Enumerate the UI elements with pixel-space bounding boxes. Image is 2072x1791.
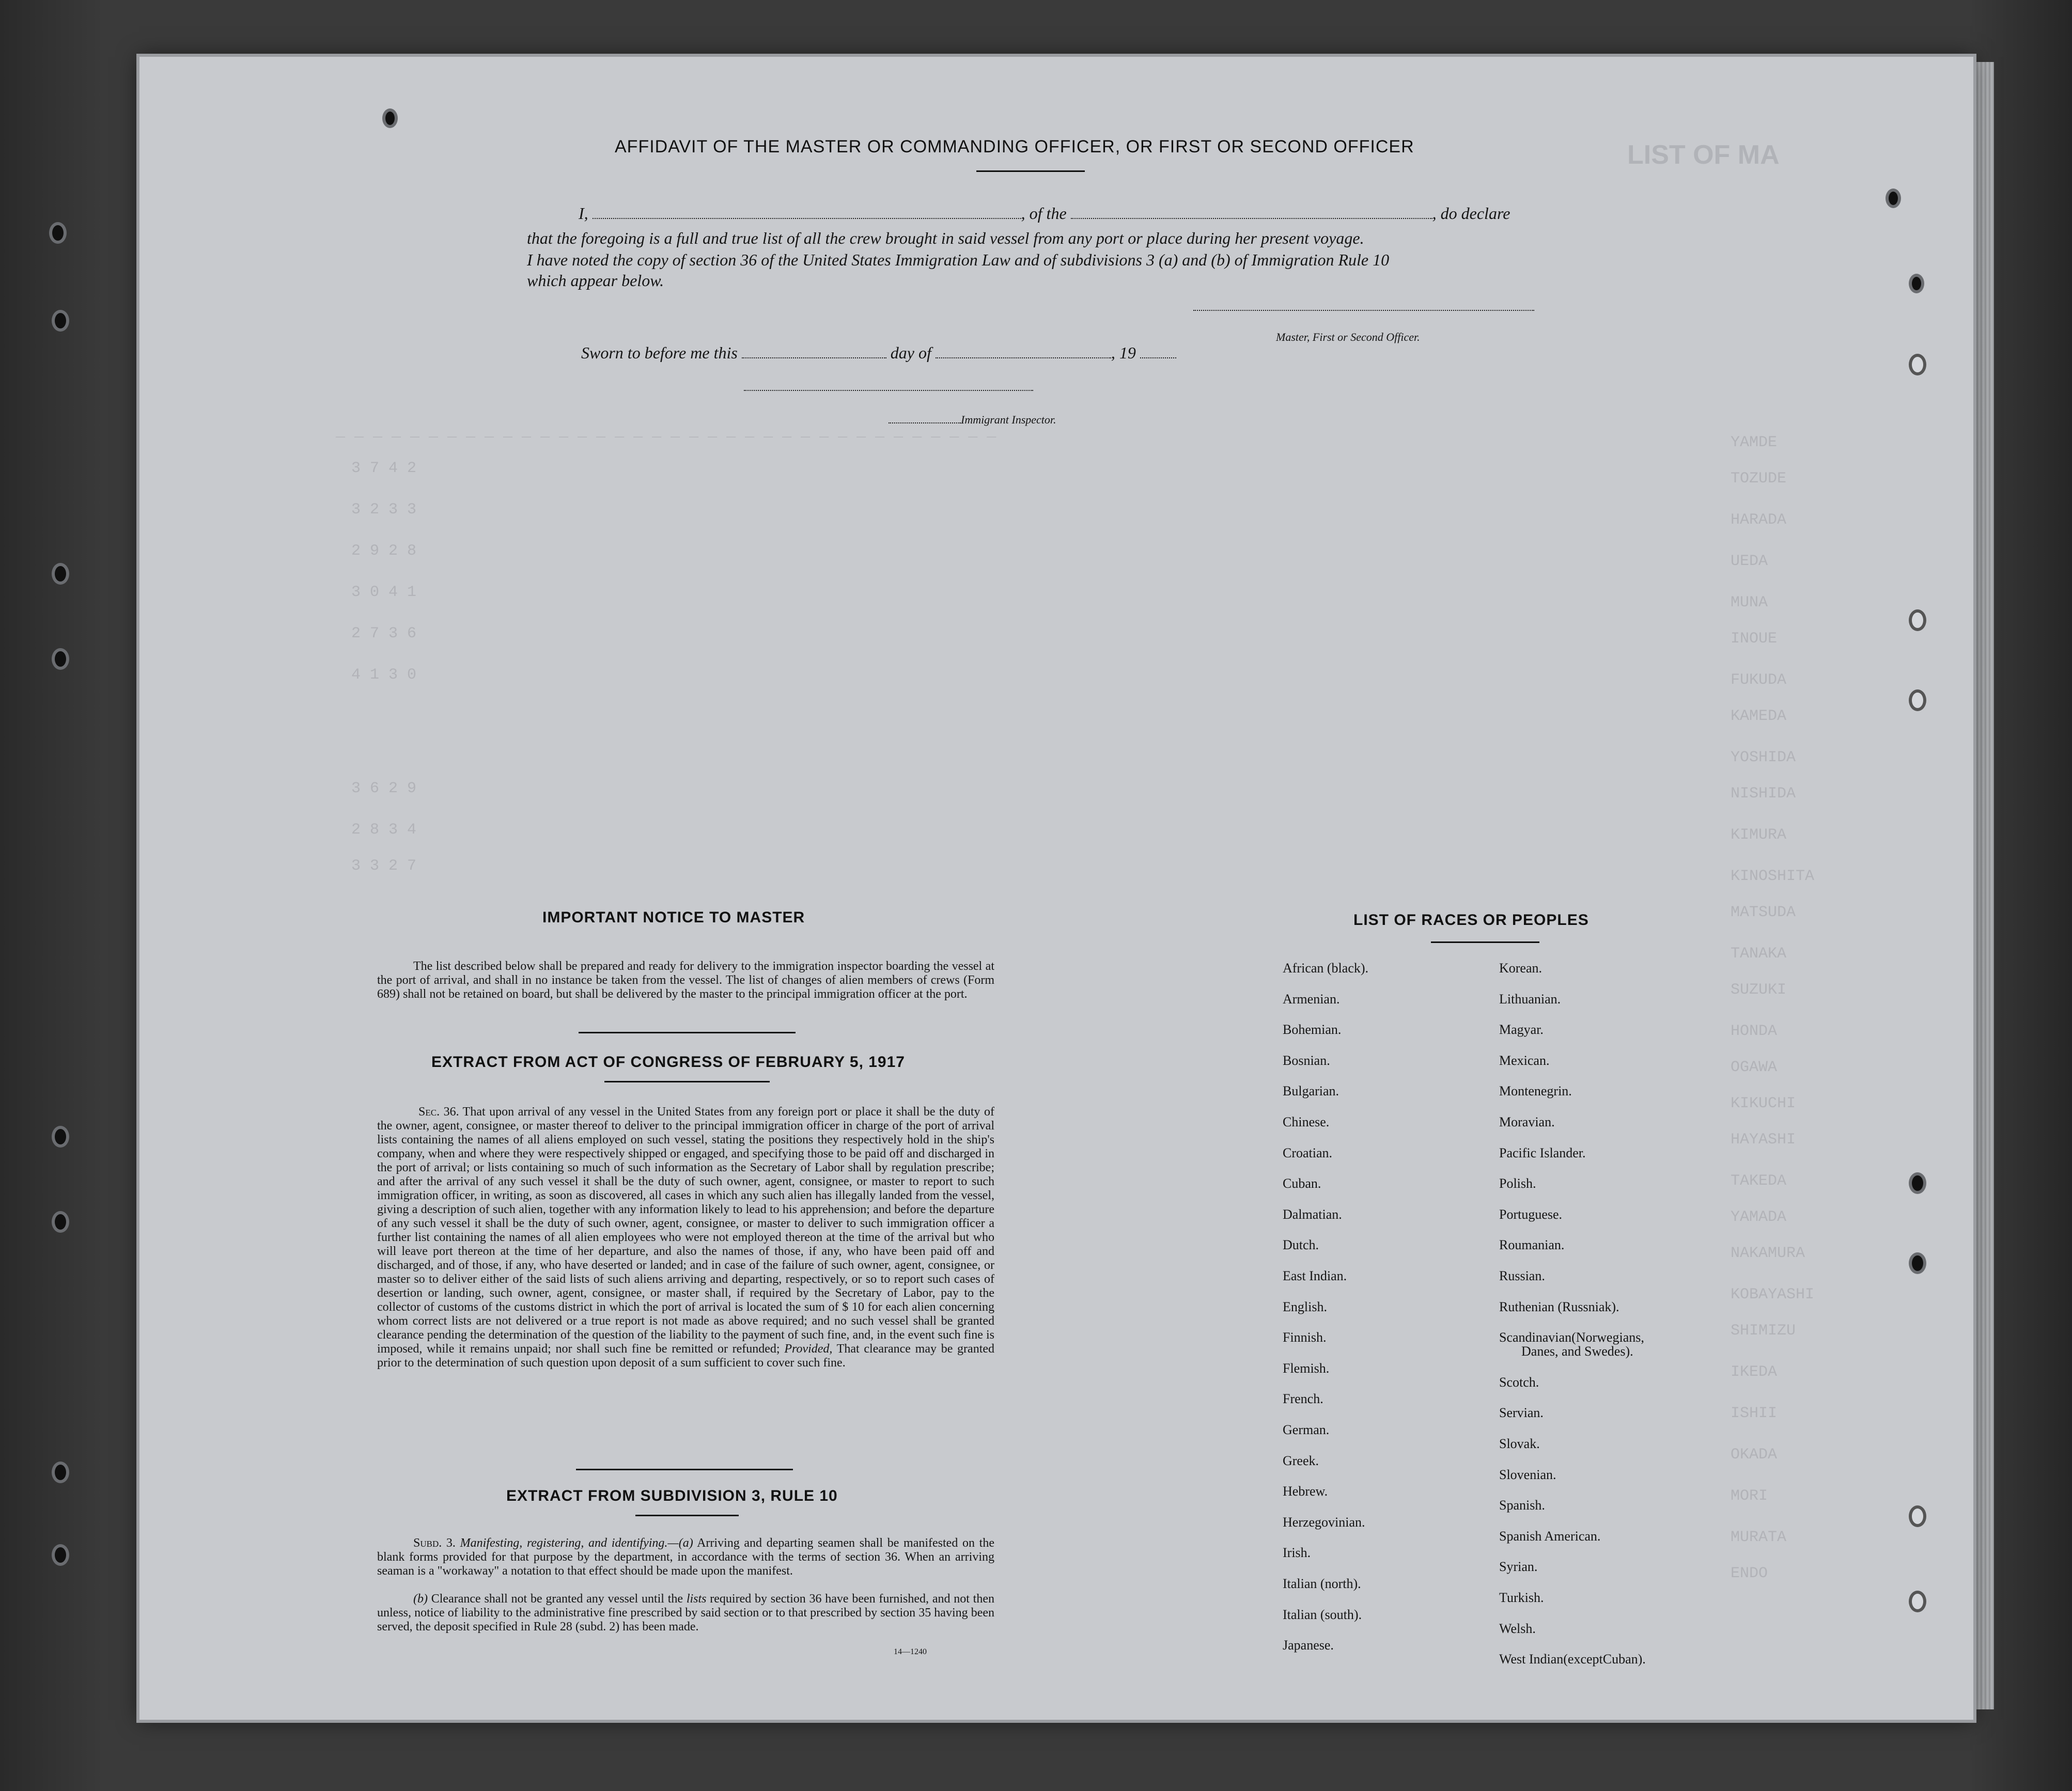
inspector-caption: Immigrant Inspector. xyxy=(889,413,1056,427)
para-b-label: (b) xyxy=(413,1592,428,1606)
race-entry: Flemish. xyxy=(1283,1360,1330,1376)
rule-extract-title: EXTRACT FROM SUBDIVISION 3, RULE 10 xyxy=(506,1487,838,1504)
race-entry: Syrian. xyxy=(1499,1559,1538,1575)
race-entry: Montenegrin. xyxy=(1499,1083,1572,1099)
year-prefix: , 19 xyxy=(1111,343,1136,362)
race-entry: Italian (north). xyxy=(1283,1576,1361,1591)
race-entry: Lithuanian. xyxy=(1499,991,1561,1007)
officer-name-field[interactable] xyxy=(593,218,1021,219)
race-entry: East Indian. xyxy=(1283,1268,1347,1283)
form-number: 14—1240 xyxy=(894,1647,927,1656)
para-a-text: Arriving and departing seamen shall be manifested on the blank forms provided for that purpose by the department, in accordance with the terms of section 36. When an arriving seaman is a "workaway" a notation to that effect should be made upon the manifest. xyxy=(377,1536,995,1578)
affidavit-declaration-line2: that the foregoing is a full and true list of all the crew brought in said vessel from any port or place during her present voyage. xyxy=(527,229,1364,247)
race-entry: Scotch. xyxy=(1499,1374,1539,1390)
act-extract-rule xyxy=(604,1081,770,1082)
rule-extract-rule xyxy=(635,1515,739,1516)
i-label: I, xyxy=(579,204,588,223)
race-entry: Italian (south). xyxy=(1283,1607,1362,1622)
para-b-lists: lists xyxy=(686,1592,707,1606)
race-entry: Polish. xyxy=(1499,1176,1536,1191)
master-signature-field[interactable] xyxy=(1193,310,1534,311)
race-entry: Dutch. xyxy=(1283,1237,1319,1253)
affidavit-title: AFFIDAVIT OF THE MASTER OR COMMANDING OFFICER, OR FIRST OR SECOND OFFICER xyxy=(615,137,1414,156)
race-entry: Spanish American. xyxy=(1499,1528,1601,1544)
race-entry: French. xyxy=(1283,1391,1323,1407)
stacked-page-edges xyxy=(1973,62,1994,1709)
race-entry: Irish. xyxy=(1283,1545,1311,1561)
race-entry: Japanese. xyxy=(1283,1638,1334,1653)
race-entry: Danes, and Swedes). xyxy=(1521,1344,1633,1359)
race-entry: Roumanian. xyxy=(1499,1237,1565,1253)
section-36-text-end: That clearance may be granted prior to the determination of such question upon deposit of a sum sufficient to cover such fine. xyxy=(377,1342,995,1370)
race-entry: Mexican. xyxy=(1499,1052,1550,1068)
race-entry: Spanish. xyxy=(1499,1498,1545,1513)
race-entry: Pacific Islander. xyxy=(1499,1145,1586,1160)
race-entry: Korean. xyxy=(1499,961,1543,976)
vessel-name-field[interactable] xyxy=(1071,218,1432,219)
race-entry: Portuguese. xyxy=(1499,1206,1563,1222)
races-title-rule xyxy=(1431,941,1539,943)
race-entry: Armenian. xyxy=(1283,991,1340,1007)
master-caption: Master, First or Second Officer. xyxy=(1276,331,1420,343)
race-entry: Bulgarian. xyxy=(1283,1083,1339,1099)
race-entry: West Indian(exceptCuban). xyxy=(1499,1652,1646,1667)
notice-rule xyxy=(579,1032,796,1033)
race-entry: Scandinavian(Norwegians, xyxy=(1499,1330,1644,1345)
affidavit-title-rule xyxy=(976,170,1085,172)
para-b-start: Clearance shall not be granted any vessel until the xyxy=(431,1592,683,1606)
race-entry: English. xyxy=(1283,1299,1327,1314)
notice-text: The list described below shall be prepared and ready for delivery to the immigration inspector boarding the vessel at the port of arrival, and shall in no instance be taken from the vessel. The list of changes of alien members of crews (Form 689) shall not be retained on board, but shall be delivered by the master to the principal immigration officer at the port. xyxy=(377,960,994,1001)
inspector-signature-field[interactable] xyxy=(744,390,1033,391)
race-entry: Welsh. xyxy=(1499,1621,1536,1636)
race-entry: Dalmatian. xyxy=(1283,1206,1342,1222)
day-of-label: day of xyxy=(890,343,931,362)
of-the-label: , of the xyxy=(1021,204,1067,223)
affidavit-declaration-line4: which appear below. xyxy=(527,271,664,290)
provided-word: Provided, xyxy=(784,1342,833,1356)
race-entry: Slovenian. xyxy=(1499,1467,1556,1482)
race-entry: Turkish. xyxy=(1499,1590,1544,1605)
affidavit-declaration-line3: I have noted the copy of section 36 of the United States Immigration Law and of subdivisions 3 (a) and (b) of Immigration Rule 10 xyxy=(527,250,1390,269)
race-entry: German. xyxy=(1283,1422,1330,1437)
sworn-line xyxy=(581,343,1176,363)
rule-para-b xyxy=(377,1592,994,1634)
race-entry: Bosnian. xyxy=(1283,1052,1330,1068)
do-declare-label: , do declare xyxy=(1432,204,1510,223)
sworn-year-field[interactable] xyxy=(1140,357,1176,358)
rule-para-a xyxy=(377,1536,994,1578)
subd-heading: Manifesting, registering, and identifying.—(a) xyxy=(460,1536,693,1550)
race-entry: Cuban. xyxy=(1283,1176,1321,1191)
race-entry: Magyar. xyxy=(1499,1022,1544,1038)
act-extract-end-rule xyxy=(576,1469,793,1470)
race-entry: Chinese. xyxy=(1283,1114,1330,1129)
section-36-text: That upon arrival of any vessel in the United States from any foreign port or place it shall be the duty of the owner, agent, consignee, or master thereof to deliver to the principal immigration officer in charge of the port of arrival lists containing the names of all aliens employed on such vessel, stating the positions they respectively hold in the ship's company, when and where they were respectively shipped or engaged, and specifying those to be paid off and discharged in the port of arrival; or lists containing so much of such information as the Secretary of Labor shall by regulation prescribe; and after the arrival of any such vessel it shall be the duty of such owner, agent, consignee, or master to report to such immigration officer, in writing, as soon as discovered, all cases in which any such alien has illegally landed from the vessel, giving a description of such alien, together with any information likely to lead to his apprehension; and before the departure of any such vessel it shall be the duty of such owner, agent, consignee, or master to deliver to such immigration officer a further list containing the names of all alien employees who were not employed thereon at the time of the arrival but who will leave port thereon at the time of her departure, and also the names of those, if any, who have been paid off and discharged, and of those, if any, who have deserted or landed; and in case of the failure of such owner, agent, consignee, or master so to deliver either of the said lists of such aliens arriving and departing, respectively, or so to report such cases of desertion or landing, such owner, agent, consignee, or master shall, if required by the Secretary of Labor, pay to the collector of customs of the customs district in which the port of arrival is located the sum of $ 10 for each alien concerning whom correct lists are not delivered or a true report is not made as above required; and no such vessel shall be granted clearance pending the determination of the question of the liability to the payment of such fine, and, in the event such fine is imposed, while it remains unpaid; nor shall such fine be remitted or refunded; xyxy=(377,1105,994,1356)
race-entry: Servian. xyxy=(1499,1405,1544,1421)
sworn-month-field[interactable] xyxy=(936,357,1111,358)
section-label: Sec. 36. xyxy=(418,1105,459,1119)
subd-label: Subd. 3. xyxy=(413,1536,456,1550)
act-extract-text xyxy=(377,1105,994,1370)
act-extract-title: EXTRACT FROM ACT OF CONGRESS OF FEBRUARY 5, 1917 xyxy=(431,1054,905,1071)
sworn-label: Sworn to before me this xyxy=(581,343,738,362)
race-entry: Hebrew. xyxy=(1283,1484,1328,1499)
document-page xyxy=(139,57,1973,1720)
race-entry: Herzegovinian. xyxy=(1283,1514,1365,1530)
race-entry: Finnish. xyxy=(1283,1330,1327,1345)
race-entry: Russian. xyxy=(1499,1268,1545,1283)
race-entry: Croatian. xyxy=(1283,1145,1333,1160)
affidavit-declaration-line1 xyxy=(579,204,1510,223)
para-b-end: required by section 36 have been furnished, and not then unless, notice of liability to the administrative fine prescribed by said section or to that prescribed by section 35 having been served, the deposit specified in Rule 28 (subd. 2) has been made. xyxy=(377,1592,994,1633)
notice-title: IMPORTANT NOTICE TO MASTER xyxy=(542,909,805,926)
race-entry: Bohemian. xyxy=(1283,1022,1342,1038)
race-entry: African (black). xyxy=(1283,961,1369,976)
race-entry: Moravian. xyxy=(1499,1114,1555,1129)
sworn-day-field[interactable] xyxy=(742,357,886,358)
race-entry: Ruthenian (Russniak). xyxy=(1499,1299,1619,1314)
races-title: LIST OF RACES OR PEOPLES xyxy=(1353,912,1589,929)
race-entry: Slovak. xyxy=(1499,1436,1540,1451)
race-entry: Greek. xyxy=(1283,1453,1319,1468)
